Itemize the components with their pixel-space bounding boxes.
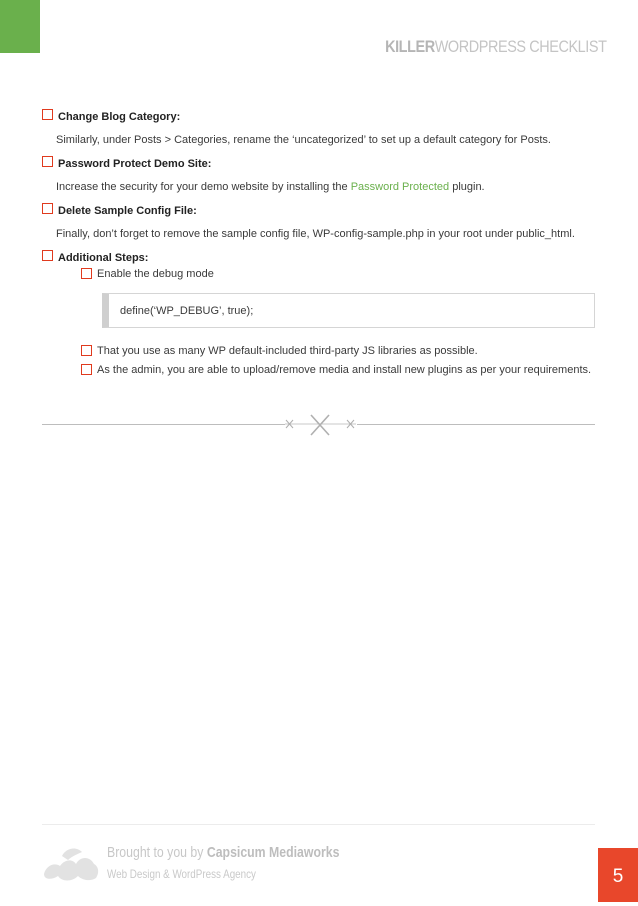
item-title: Change Blog Category: <box>58 111 181 123</box>
sub-item-js-libraries <box>81 345 478 357</box>
item-description: Similarly, under Posts > Categories, rename the ‘uncategorized’ to set up a default category for Posts. <box>56 134 551 146</box>
page-number: 5 <box>598 848 638 902</box>
footer-credit <box>107 844 339 861</box>
sub-item-debug-mode <box>81 268 214 280</box>
divider-left <box>42 424 285 425</box>
checkbox-icon <box>81 345 92 356</box>
checkbox-icon <box>81 268 92 279</box>
sub-item-label: Enable the debug mode <box>97 268 214 280</box>
item-title: Additional Steps: <box>58 252 149 264</box>
checklist-item-blog-category <box>42 107 602 146</box>
checkbox-icon <box>42 250 53 261</box>
sub-item-admin-media <box>81 364 591 376</box>
checkbox-icon <box>42 109 53 120</box>
corner-accent <box>0 0 40 53</box>
password-protected-link[interactable]: Password Protected <box>350 181 450 193</box>
footer-credit-light: Brought to you by <box>107 844 207 861</box>
item-desc-after: plugin. <box>449 181 485 193</box>
checkbox-icon <box>42 203 53 214</box>
item-description: Finally, don’t forget to remove the sample config file, WP-config-sample.php in your root under public_html. <box>56 228 575 240</box>
footer-divider <box>42 824 595 825</box>
footer-credit-company: Capsicum Mediaworks <box>206 844 340 861</box>
sub-item-label: As the admin, you are able to upload/remove media and install new plugins as per your requirements. <box>97 364 592 376</box>
capsicum-logo-icon <box>42 844 100 884</box>
sub-item-label: That you use as many WP default-included third-party JS libraries as possible. <box>97 345 478 357</box>
footer-tagline: Web Design & WordPress Agency <box>107 867 256 881</box>
item-description <box>56 181 602 193</box>
item-title: Password Protect Demo Site: <box>58 158 212 170</box>
header-title-bold: KILLER <box>384 37 435 56</box>
item-title: Delete Sample Config File: <box>58 205 197 217</box>
checklist-item-password-protect <box>42 154 602 193</box>
checkbox-icon <box>81 364 92 375</box>
code-block: define(‘WP_DEBUG’, true); <box>102 293 595 328</box>
checklist-item-delete-config <box>42 201 602 240</box>
divider-cross-icon <box>283 412 358 438</box>
page-header <box>385 37 606 57</box>
item-desc-before: Increase the security for your demo website by installing the <box>56 181 351 193</box>
header-title-rest: WORDPRESS CHECKLIST <box>434 37 606 56</box>
checkbox-icon <box>42 156 53 167</box>
checklist-item-additional-steps <box>42 248 602 266</box>
divider-right <box>357 424 595 425</box>
